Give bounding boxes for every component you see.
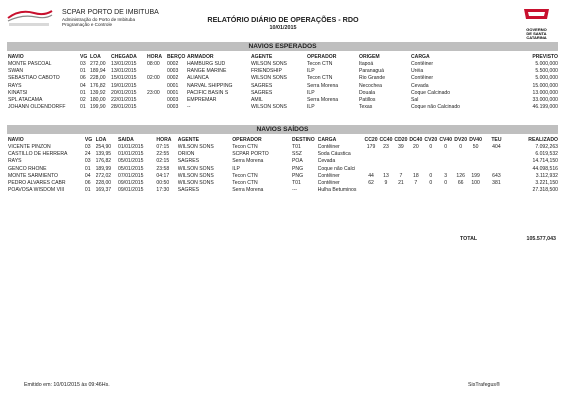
table-cell: 50 bbox=[472, 144, 479, 150]
table-row bbox=[8, 75, 558, 82]
table-cell: SEBASTIAO CABOTO bbox=[8, 75, 60, 82]
table-cell: 179 bbox=[366, 144, 376, 150]
table-cell: 04:17 bbox=[156, 172, 170, 179]
table-cell: 0003 bbox=[167, 68, 179, 75]
table-cell: 01 bbox=[84, 165, 91, 172]
table-row bbox=[8, 61, 558, 68]
table-cell bbox=[147, 97, 167, 104]
table-cell: Coque não Calcinado bbox=[411, 104, 460, 111]
table-cell: 03 bbox=[84, 144, 91, 150]
table-cell: RAYS bbox=[8, 82, 22, 89]
government-label: GOVERNO DE SANTA CATARINA bbox=[526, 27, 547, 41]
table-row bbox=[8, 97, 558, 104]
table-cell: Soda Cáustica bbox=[317, 151, 351, 158]
column-header: VG bbox=[80, 54, 88, 60]
table-cell bbox=[453, 166, 468, 173]
column-header: ARMADOR bbox=[187, 54, 214, 60]
flag-icon bbox=[514, 6, 559, 22]
table-cell: 14.714,150 bbox=[532, 158, 558, 165]
table-cell: 3.112,932 bbox=[535, 172, 558, 179]
table-cell: Contêiner bbox=[317, 144, 340, 150]
table-cell: 01/01/2015 bbox=[117, 151, 144, 158]
table-cell: 176,82 bbox=[95, 158, 112, 165]
table-cell: 20/01/2015 bbox=[111, 89, 137, 96]
table-cell: Contêiner bbox=[317, 180, 340, 187]
column-header: PREVISTO bbox=[532, 54, 558, 60]
table-cell: POA bbox=[292, 158, 303, 165]
table-cell: Itapoá bbox=[359, 61, 374, 67]
table-cell: 22/01/2015 bbox=[111, 97, 137, 104]
table-cell: 15/01/2015 bbox=[111, 75, 137, 82]
table-cell bbox=[468, 151, 483, 158]
table-cell: SCPAR PORTO bbox=[232, 151, 269, 158]
table-cell: CASTILLO DE HERRERA bbox=[8, 151, 68, 158]
org-name: SCPAR PORTO DE IMBITUBA bbox=[62, 9, 159, 16]
table-cell: 3.221,150 bbox=[535, 180, 558, 187]
table-cell: SWAN bbox=[8, 68, 24, 75]
table-cell: 01 bbox=[84, 187, 91, 194]
table-cell bbox=[453, 151, 468, 158]
table-row bbox=[8, 180, 558, 187]
table-cell bbox=[438, 187, 453, 194]
table-cell bbox=[423, 158, 438, 165]
table-cell: 28/01/2015 bbox=[111, 104, 137, 111]
table-cell: SSZ bbox=[292, 151, 302, 158]
table-cell: 62 bbox=[368, 180, 374, 187]
column-header: BERÇO bbox=[167, 54, 186, 60]
table-cell: GENCO RHONE bbox=[8, 165, 47, 172]
table-cell: 100 bbox=[471, 180, 480, 187]
departed-section-title: NAVIOS SAÍDOS bbox=[7, 125, 558, 134]
table-cell: 139,95 bbox=[95, 151, 112, 158]
table-cell bbox=[364, 187, 379, 194]
table-cell: PNG bbox=[292, 165, 304, 172]
table-cell: JOHANN OLDENDORFF bbox=[8, 104, 66, 111]
report-date: 10/01/2015 bbox=[269, 25, 297, 31]
table-cell: WILSON SONS bbox=[177, 172, 214, 179]
table-cell: WILSON SONS bbox=[251, 61, 287, 67]
table-cell: 0002 bbox=[167, 75, 179, 82]
table-cell: Serra Morena bbox=[307, 97, 339, 104]
table-cell: 6.019,532 bbox=[535, 151, 558, 158]
column-header: CARGA bbox=[411, 54, 430, 60]
table-cell: 23:00 bbox=[147, 89, 160, 96]
table-cell: Serra Morena bbox=[232, 187, 264, 194]
table-cell bbox=[379, 158, 394, 165]
table-cell: 7 bbox=[399, 172, 403, 179]
table-cell: ORION bbox=[177, 151, 195, 158]
table-cell: 02:00 bbox=[147, 75, 160, 82]
column-header: CARGA bbox=[317, 137, 337, 143]
table-cell: WILSON SONS bbox=[251, 75, 287, 82]
table-cell bbox=[483, 151, 510, 158]
table-cell: Rio Grande bbox=[359, 75, 386, 82]
table-cell bbox=[379, 166, 394, 173]
table-cell: 169,37 bbox=[95, 187, 112, 194]
table-cell: 03 bbox=[80, 61, 86, 67]
table-cell: 9 bbox=[384, 180, 388, 187]
table-cell: 5.000,000 bbox=[535, 75, 558, 82]
table-cell: EMPREMAR bbox=[187, 97, 217, 104]
table-cell: RAYS bbox=[8, 158, 22, 165]
table-cell: SAGRES bbox=[251, 82, 273, 89]
table-cell: 23 bbox=[383, 144, 389, 150]
table-cell: Coque Calcinado bbox=[411, 89, 451, 96]
table-cell: 0003 bbox=[167, 97, 179, 104]
table-cell: 272,02 bbox=[95, 172, 112, 179]
table-cell: VICENTE PINZON bbox=[8, 144, 51, 150]
table-cell: Coque não Calci bbox=[317, 165, 356, 172]
table-cell: 199 bbox=[471, 172, 480, 179]
table-cell bbox=[393, 151, 408, 158]
table-cell: PNG bbox=[292, 172, 304, 179]
column-header: DC40 bbox=[409, 137, 423, 143]
total-label: TOTAL bbox=[460, 236, 478, 242]
table-row bbox=[8, 166, 558, 173]
table-cell: Tecon CTN bbox=[232, 180, 258, 187]
table-cell: 139,92 bbox=[90, 89, 106, 96]
table-cell: 06 bbox=[80, 75, 86, 82]
table-cell: 01 bbox=[80, 68, 86, 75]
table-cell: FRIENDSHIP bbox=[251, 68, 282, 75]
column-header: CV20 bbox=[424, 137, 438, 143]
table-cell bbox=[393, 166, 408, 173]
table-cell bbox=[468, 158, 483, 165]
table-cell: Douala bbox=[359, 89, 376, 96]
table-cell: 01 bbox=[80, 89, 86, 96]
table-cell: 01 bbox=[80, 104, 86, 111]
table-cell: Sal bbox=[411, 97, 419, 104]
table-cell: T01 bbox=[292, 180, 301, 187]
table-row bbox=[8, 187, 558, 194]
table-cell: Patillos bbox=[359, 97, 376, 104]
table-cell: 20 bbox=[413, 144, 419, 150]
column-header: DV20 bbox=[454, 137, 468, 143]
table-row bbox=[8, 173, 558, 180]
column-header: OPERADOR bbox=[232, 137, 262, 143]
column-header: LOA bbox=[90, 54, 101, 60]
report-title: RELATÓRIO DIÁRIO DE OPERAÇÕES - RDO bbox=[207, 15, 359, 24]
table-cell: -- bbox=[187, 104, 191, 111]
table-cell: 05/01/2015 bbox=[117, 165, 144, 172]
table-cell bbox=[483, 187, 510, 194]
table-cell: ILP bbox=[307, 104, 315, 111]
table-cell: 228,00 bbox=[95, 180, 112, 187]
table-cell: 66 bbox=[457, 180, 464, 187]
table-cell: MONTE SARMIENTO bbox=[8, 172, 58, 179]
table-cell: Tecon CTN bbox=[232, 172, 258, 179]
table-cell: 272,00 bbox=[90, 61, 106, 67]
table-cell: 09/01/2015 bbox=[117, 187, 144, 194]
table-cell: 0 bbox=[444, 144, 448, 150]
table-cell: Serra Morena bbox=[307, 82, 339, 89]
table-cell: ILP bbox=[307, 89, 315, 96]
table-cell: 21 bbox=[398, 180, 404, 187]
table-cell: 0 bbox=[429, 144, 433, 150]
table-cell: Contêiner bbox=[317, 172, 340, 179]
table-cell: Tecon CTN bbox=[232, 144, 258, 150]
table-cell: Tecon CTN bbox=[307, 61, 333, 67]
table-cell bbox=[147, 104, 167, 111]
table-cell bbox=[364, 151, 379, 158]
column-header: CC20 bbox=[364, 137, 378, 143]
table-cell: 13/01/2015 bbox=[111, 61, 137, 67]
table-cell: 39 bbox=[398, 144, 404, 150]
column-header: HORA bbox=[156, 137, 172, 143]
table-cell: Contêiner bbox=[411, 61, 434, 67]
table-cell: SAGRES bbox=[177, 158, 199, 165]
table-cell: 07:15 bbox=[156, 144, 170, 150]
table-cell: 0 bbox=[444, 180, 448, 187]
government-logo bbox=[514, 6, 559, 40]
table-cell bbox=[147, 68, 167, 75]
table-cell bbox=[364, 166, 379, 173]
column-header: LOA bbox=[95, 137, 107, 143]
table-cell: 7 bbox=[414, 180, 418, 187]
table-cell: 01/01/2015 bbox=[117, 144, 144, 150]
table-cell: 643 bbox=[492, 172, 501, 179]
table-cell: WILSON SONS bbox=[251, 104, 287, 111]
table-cell bbox=[408, 187, 423, 194]
table-cell: 46.199,000 bbox=[532, 104, 558, 111]
table-cell: Paranaguá bbox=[359, 68, 384, 75]
table-cell: 44.098,516 bbox=[532, 165, 558, 172]
column-header: AGENTE bbox=[177, 137, 199, 143]
table-cell: 0 bbox=[459, 144, 463, 150]
table-cell bbox=[379, 151, 394, 158]
table-cell: 44 bbox=[368, 172, 374, 179]
total-value: 105.577,043 bbox=[526, 236, 556, 242]
table-cell bbox=[483, 158, 510, 165]
table-cell: 7.092,263 bbox=[535, 144, 558, 150]
table-row bbox=[8, 90, 558, 97]
column-header: HORA bbox=[147, 54, 162, 60]
table-cell: Necochea bbox=[359, 82, 382, 89]
table-cell: SAGRES bbox=[251, 89, 273, 96]
table-cell: 199,90 bbox=[90, 104, 106, 111]
table-cell bbox=[438, 151, 453, 158]
table-cell: T01 bbox=[292, 144, 301, 150]
table-cell: RANGE MARINE bbox=[187, 68, 227, 75]
emission-timestamp: Emitido em: 10/01/2015 às 09:46Hs. bbox=[24, 382, 110, 388]
table-cell: 19/01/2015 bbox=[111, 82, 137, 89]
column-header: NAVIO bbox=[8, 137, 24, 143]
table-cell: 22:55 bbox=[156, 151, 170, 158]
table-cell: Serra Morena bbox=[232, 158, 264, 165]
column-header: CD20 bbox=[394, 137, 408, 143]
table-cell: PEDRO ALVARES CABR bbox=[8, 180, 66, 187]
table-cell: 05/01/2015 bbox=[117, 158, 144, 165]
table-cell: 228,00 bbox=[90, 75, 106, 82]
column-header: NAVIO bbox=[8, 54, 24, 60]
table-cell: ILP bbox=[307, 68, 315, 75]
table-cell: POAVOSA WISDOM VIII bbox=[8, 187, 65, 194]
table-cell: Uréia bbox=[411, 68, 424, 75]
waiting-section-title: NAVIOS ESPERADOS bbox=[7, 42, 558, 51]
table-cell: 02 bbox=[80, 97, 86, 104]
table-cell: 27.318,500 bbox=[532, 187, 558, 194]
table-cell bbox=[393, 158, 408, 165]
table-cell bbox=[379, 187, 394, 194]
org-department: Programação e Controle bbox=[62, 22, 113, 28]
table-cell: 06 bbox=[84, 180, 91, 187]
table-cell: Cevada bbox=[317, 158, 336, 165]
column-header: DESTINO bbox=[292, 137, 315, 143]
table-cell bbox=[423, 187, 438, 194]
table-cell bbox=[468, 187, 483, 194]
table-cell: WILSON SONS bbox=[177, 144, 214, 150]
table-cell bbox=[438, 158, 453, 165]
table-cell: WILSON SONS bbox=[177, 165, 214, 172]
table-cell: 09/01/2015 bbox=[117, 180, 144, 187]
table-cell: Tecon CTN bbox=[307, 75, 333, 82]
table-cell: 13/01/2015 bbox=[111, 68, 137, 75]
table-cell: MONTE PASCOAL bbox=[8, 61, 52, 67]
table-cell bbox=[364, 158, 379, 165]
table-cell: 13.000,000 bbox=[532, 89, 558, 96]
table-cell: 254,90 bbox=[95, 144, 112, 150]
table-cell: Hulha Betuminos bbox=[317, 187, 357, 194]
table-cell: 04 bbox=[80, 82, 86, 89]
table-cell: PACIFIC BASIN S bbox=[187, 89, 229, 96]
table-row bbox=[8, 144, 558, 151]
table-cell: WILSON SONS bbox=[177, 180, 214, 187]
column-header: TEU bbox=[491, 137, 502, 143]
table-cell bbox=[438, 166, 453, 173]
table-cell: 23:58 bbox=[156, 165, 170, 172]
table-cell: ILP bbox=[232, 165, 240, 172]
table-cell bbox=[423, 166, 438, 173]
table-cell: 0002 bbox=[167, 61, 179, 67]
table-cell: 0 bbox=[429, 172, 433, 179]
table-cell: SAGRES bbox=[177, 187, 199, 194]
org-subtitle: Administração do Porto de Imbituba bbox=[62, 17, 136, 23]
column-header: ORIGEM bbox=[359, 54, 380, 60]
table-cell: 33.000,000 bbox=[532, 97, 558, 104]
table-row bbox=[8, 104, 558, 111]
table-cell: Cevada bbox=[411, 82, 429, 89]
column-header: VG bbox=[84, 137, 93, 143]
table-cell: AMIL bbox=[251, 97, 263, 104]
table-cell: 0 bbox=[429, 180, 433, 187]
table-cell bbox=[147, 83, 167, 90]
table-cell bbox=[408, 151, 423, 158]
column-header: SAÍDA bbox=[117, 137, 134, 143]
table-cell: 180,00 bbox=[90, 97, 106, 104]
table-cell: KINATSI bbox=[8, 89, 28, 96]
column-header: CC40 bbox=[379, 137, 393, 143]
system-name: SisTrafegus® bbox=[468, 382, 500, 388]
report-header bbox=[0, 0, 566, 40]
table-cell: 0003 bbox=[167, 104, 179, 111]
column-header: DV40 bbox=[469, 137, 482, 143]
table-cell: Texas bbox=[359, 104, 373, 111]
column-header: CV40 bbox=[439, 137, 453, 143]
table-cell bbox=[408, 158, 423, 165]
table-cell: 5.000,000 bbox=[535, 61, 558, 67]
table-cell: 02:15 bbox=[156, 158, 170, 165]
table-cell: 3 bbox=[444, 172, 448, 179]
departed-ships-table bbox=[8, 137, 558, 194]
table-cell: 0001 bbox=[167, 82, 179, 89]
table-cell: 15.000,000 bbox=[532, 82, 558, 89]
table-cell: 08:00 bbox=[147, 61, 160, 67]
column-header: OPERADOR bbox=[307, 54, 337, 60]
column-header: REALIZADO bbox=[528, 137, 558, 143]
table-cell: 24 bbox=[84, 151, 91, 158]
table-cell: 381 bbox=[492, 180, 501, 187]
table-cell bbox=[468, 166, 483, 173]
table-row bbox=[8, 68, 558, 75]
table-cell: 189,94 bbox=[90, 68, 106, 75]
table-cell: Contêiner bbox=[411, 75, 434, 82]
table-cell bbox=[393, 187, 408, 194]
table-cell: 126 bbox=[456, 172, 465, 179]
column-header: CHEGADA bbox=[111, 54, 137, 60]
table-cell: 04 bbox=[84, 172, 91, 179]
table-cell bbox=[453, 158, 468, 165]
table-row bbox=[8, 158, 558, 165]
table-row bbox=[8, 151, 558, 158]
column-header: AGENTE bbox=[251, 54, 273, 60]
table-cell bbox=[453, 187, 468, 194]
table-cell: --- bbox=[292, 187, 298, 194]
table-cell: SPL ATACAMA bbox=[8, 97, 43, 104]
table-cell: HAMBURG SUD bbox=[187, 61, 226, 67]
table-cell bbox=[483, 166, 510, 173]
table-cell: NARVAL SHIPPING bbox=[187, 82, 233, 89]
table-cell: 189,99 bbox=[95, 165, 112, 172]
table-cell: ALIANCA bbox=[187, 75, 209, 82]
table-cell bbox=[408, 166, 423, 173]
table-cell: 176,82 bbox=[90, 82, 106, 89]
table-row bbox=[8, 83, 558, 90]
table-cell: 03 bbox=[84, 158, 91, 165]
table-cell: 404 bbox=[492, 144, 501, 150]
table-cell: 17:30 bbox=[156, 187, 170, 194]
table-cell bbox=[423, 151, 438, 158]
table-cell: 13 bbox=[383, 172, 389, 179]
table-cell: 00:50 bbox=[156, 180, 170, 187]
table-cell: 0001 bbox=[167, 89, 179, 96]
waiting-ships-table bbox=[8, 54, 558, 111]
table-cell: 07/01/2015 bbox=[117, 172, 144, 179]
table-cell: 18 bbox=[413, 172, 419, 179]
table-cell: 5.500,000 bbox=[535, 68, 558, 75]
